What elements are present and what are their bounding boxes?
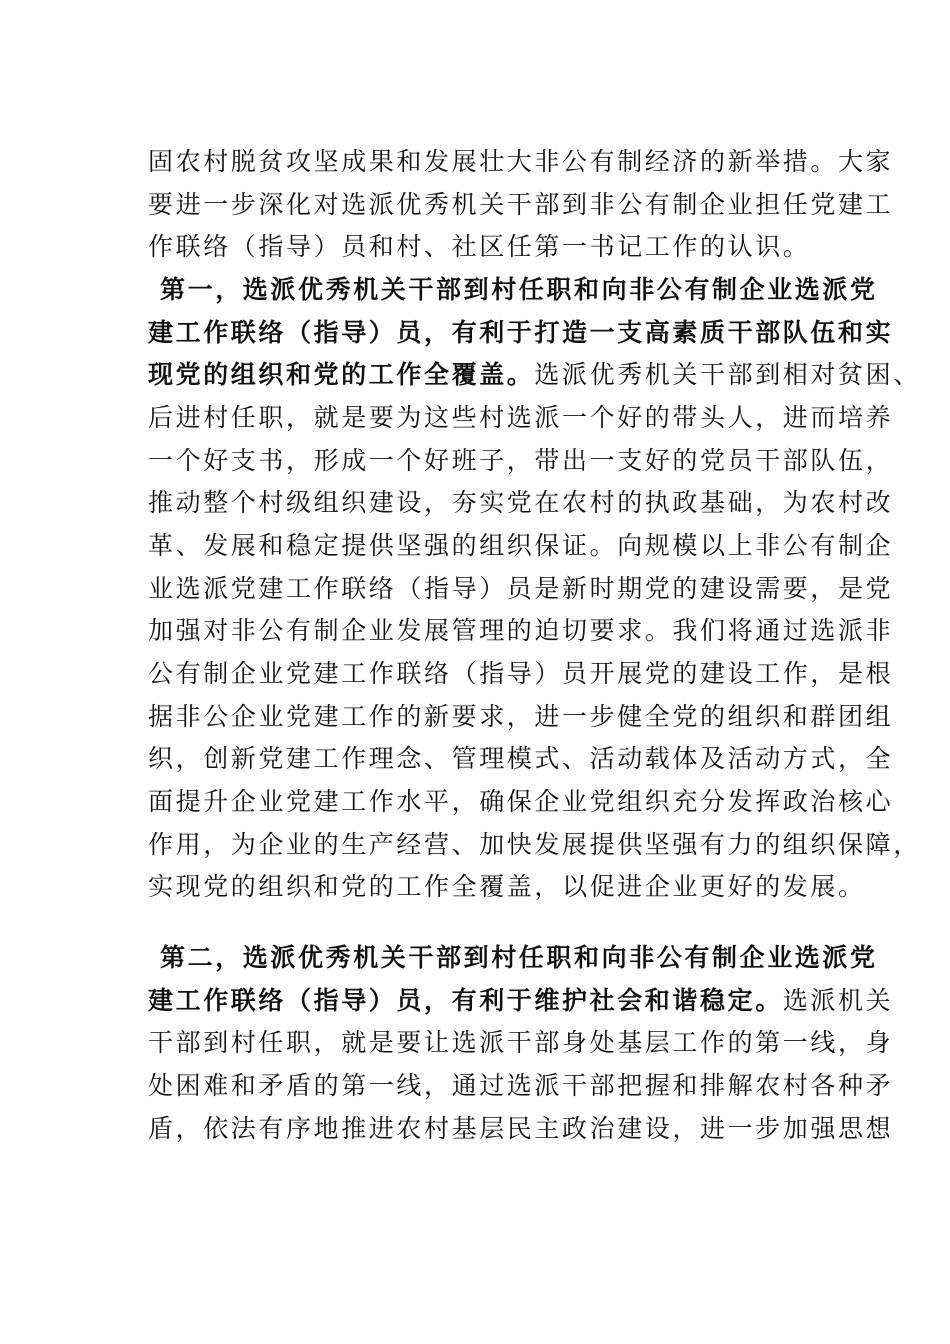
section-heading-line: 第一，选派优秀机关干部到村任职和向非公有制企业选派党 xyxy=(160,275,878,304)
text-line xyxy=(148,357,921,393)
text-line: 推动整个村级组织建设，夯实党在农村的执政基础，为农村改 xyxy=(148,488,894,517)
text-line: 据非公企业党建工作的新要求，进一步健全党的组织和群团组 xyxy=(148,702,894,731)
text-line: 革、发展和稳定提供坚强的组织保证。向规模以上非公有制企 xyxy=(148,531,894,560)
text-line: 固农村脱贫攻坚成果和发展壮大非公有制经济的新举措。大家 xyxy=(148,147,894,176)
text-line: 加强对非公有制企业发展管理的迫切要求。我们将通过选派非 xyxy=(148,616,894,645)
section-heading-line: 第二，选派优秀机关干部到村任职和向非公有制企业选派党 xyxy=(160,943,878,972)
text-fragment: 选派机关 xyxy=(782,986,894,1015)
text-line xyxy=(148,983,894,1019)
text-line: 业选派党建工作联络（指导）员是新时期党的建设需要，是党 xyxy=(148,574,894,603)
text-line: 要进一步深化对选派优秀机关干部到非公有制企业担任党建工 xyxy=(148,190,894,219)
text-line: 处困难和矛盾的第一线，通过选派干部把握和排解农村各种矛 xyxy=(148,1071,894,1100)
text-line: 织，创新党建工作理念、管理模式、活动载体及活动方式，全 xyxy=(148,744,894,773)
section-heading-fragment: 现党的组织和党的工作全覆盖。 xyxy=(148,360,535,389)
text-line: 面提升企业党建工作水平，确保企业党组织充分发挥政治核心 xyxy=(148,787,894,816)
text-line: 干部到村任职，就是要让选派干部身处基层工作的第一线，身 xyxy=(148,1028,894,1057)
text-line: 实现党的组织和党的工作全覆盖，以促进企业更好的发展。 xyxy=(148,872,866,901)
text-line: 一个好支书，形成一个好班子，带出一支好的党员干部队伍， xyxy=(148,446,894,475)
section-heading-fragment: 建工作联络（指导）员，有利于维护社会和谐稳定。 xyxy=(148,986,783,1015)
text-line: 后进村任职，就是要为这些村选派一个好的带头人，进而培养 xyxy=(148,403,894,432)
text-line: 盾，依法有序地推进农村基层民主政治建设，进一步加强思想 xyxy=(148,1114,894,1143)
text-fragment: 选派优秀机关干部到相对贫困、 xyxy=(534,360,921,389)
text-line: 作用，为企业的生产经营、加快发展提供坚强有力的组织保障， xyxy=(148,830,921,859)
text-line: 公有制企业党建工作联络（指导）员开展党的建设工作，是根 xyxy=(148,659,894,688)
text-line: 作联络（指导）员和村、社区任第一书记工作的认识。 xyxy=(148,232,811,261)
section-heading-line: 建工作联络（指导）员，有利于打造一支高素质干部队伍和实 xyxy=(148,318,894,347)
